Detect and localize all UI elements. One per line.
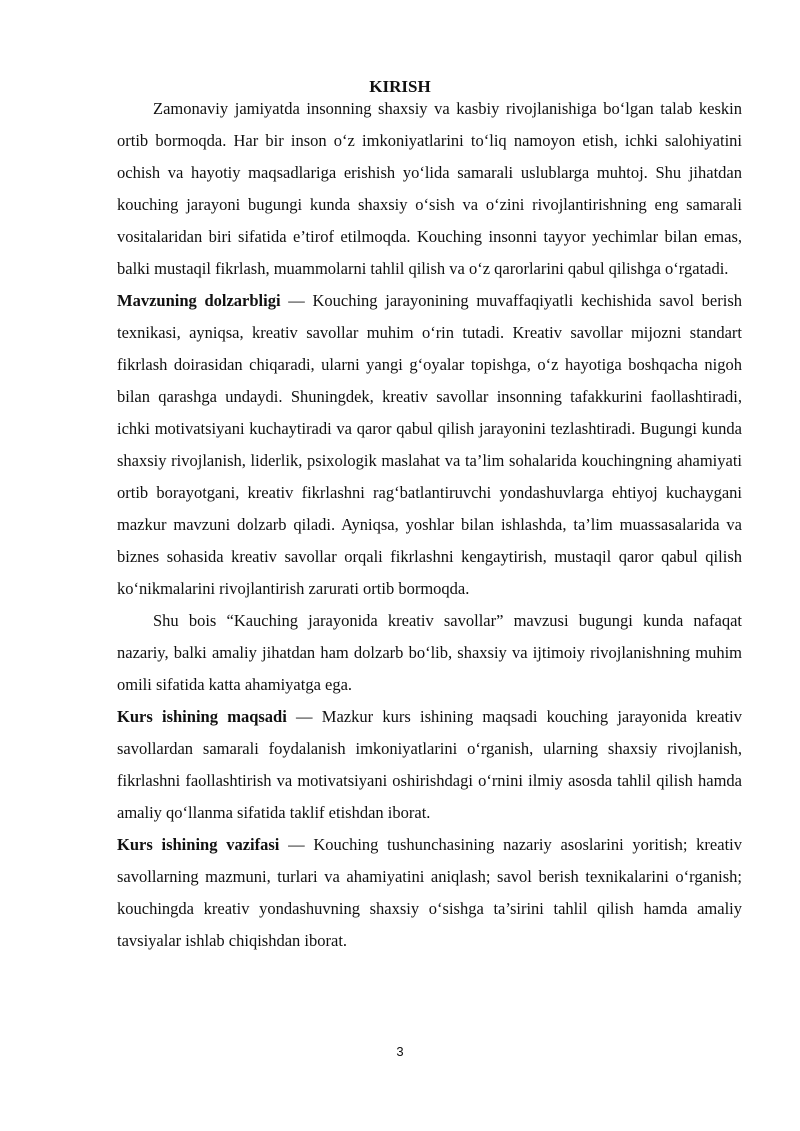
paragraph-goal	[117, 701, 742, 829]
paragraph-intro	[117, 93, 742, 285]
paragraph-heading-tasks: Kurs ishining vazifasi	[117, 835, 280, 854]
paragraph-heading-goal: Kurs ishining maqsadi	[117, 707, 287, 726]
paragraph-relevance	[117, 285, 742, 605]
paragraph-text: Shu bois “Kauching jarayonida kreativ savollar” mavzusi bugungi kunda nafaqat nazariy, balki amaliy jihatdan ham dolzarb bo‘lib, shaxsiy va ijtimoiy rivojlanishning muhim omili sifatida katta ahamiyatga ega.	[117, 611, 742, 694]
paragraph-topic	[117, 605, 742, 701]
page-number: 3	[396, 1044, 404, 1059]
paragraph-text: — Mazkur kurs ishining maqsadi kouching jarayonida kreativ savollardan samarali foydalanish imkoniyatlarini o‘rganish, ularning shaxsiy rivojlanish, fikrlashni faollashtirish va motivatsiyani oshirishdagi o‘rnini ilmiy asosda tahlil qilish hamda amaliy qo‘llanma sifatida taklif etishdan iborat.	[117, 707, 743, 822]
document-body	[117, 93, 742, 957]
paragraph-text: — Kouching tushunchasining nazariy asoslarini yoritish; kreativ savollarning mazmuni, turlari va ahamiyatini aniqlash; savol berish texnikalarini o‘rganish; kouchingda kreativ yondashuvning shaxsiy o‘sishga ta’sirini tahlil qilish hamda amaliy tavsiyalar ishlab chiqishdan iborat.	[117, 835, 742, 950]
page-title: KIRISH	[369, 77, 431, 96]
paragraph-text: — Kouching jarayonining muvaffaqiyatli kechishida savol berish texnikasi, ayniqsa, kreativ savollar muhim o‘rin tutadi. Kreativ savollar mijozni standart fikrlash doirasidan chiqaradi, ularni yangi g‘oyalar topishga, o‘z hayotiga boshqacha nigoh bilan qarashga undaydi. Shuningdek, kreativ savollar insonning tafakkurini faollashtiradi, ichki motivatsiyani kuchaytiradi va qaror qabul qilish jarayonini tezlashtiradi. Bugungi kunda shaxsiy rivojlanish, liderlik, psixologik maslahat va ta’lim sohalarida kouchingning ahamiyati ortib borayotgani, kreativ fikrlashni rag‘batlantiruvchi yondashuvlarga ehtiyoj kuchaygani mazkur mavzuni dolzarb qiladi. Ayniqsa, yoshlar bilan ishlashda, ta’lim muassasalarida va biznes sohasida kreativ savollar orqali fikrlashni kengaytirish, mustaqil qaror qabul qilish ko‘nikmalarini rivojlantirish zarurati ortib bormoqda.	[117, 291, 742, 598]
paragraph-text: Zamonaviy jamiyatda insonning shaxsiy va kasbiy rivojlanishiga bo‘lgan talab keskin ortib bormoqda. Har bir inson o‘z imkoniyatlarini to‘liq namoyon etish, ichki salohiyatini ochish va hayotiy maqsadlariga erishish yo‘lida samarali uslublarga muhtoj. Shu jihatdan kouching jarayoni bugungi kunda shaxsiy o‘sish va o‘zini rivojlantirishning eng samarali vositalaridan biri sifatida e’tirof etilmoqda. Kouching insonni tayyor yechimlar bilan emas, balki mustaqil fikrlash, muammolarni tahlil qilish va o‘z qarorlarini qabul qilishga o‘rgatadi.	[117, 99, 742, 278]
paragraph-heading-relevance: Mavzuning dolzarbligi	[117, 291, 281, 310]
paragraph-tasks	[117, 829, 742, 957]
